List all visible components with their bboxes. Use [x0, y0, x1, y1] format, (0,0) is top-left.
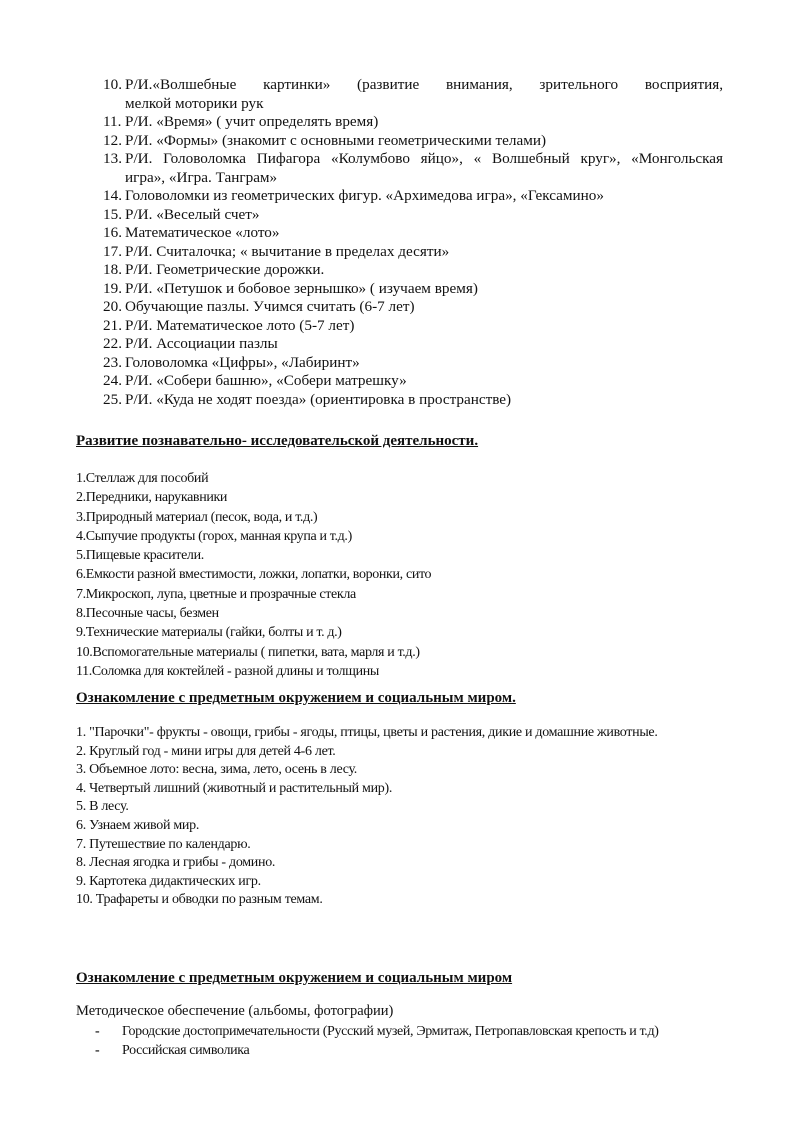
- list-item: [103, 298, 723, 317]
- item-number: 10.: [103, 76, 122, 93]
- item-number: 20.: [103, 298, 122, 315]
- item-number: 12.: [103, 131, 122, 149]
- list-item: 7.Микроскоп, лупа, цветные и прозрачные стекла: [76, 586, 356, 602]
- item-text: Р/И.«Волшебные картинки» (развитие внимания, зрительного восприятия,: [125, 76, 723, 93]
- research-materials-list: [76, 469, 756, 681]
- list-item: 9. Картотека дидактических игр.: [76, 873, 261, 889]
- methodical-support-list: [95, 1022, 659, 1060]
- item-text: Р/И. Головоломка Пифагора «Колумбово яйцо», « Волшебный круг», «Монгольская: [125, 150, 723, 167]
- item-number: 24.: [103, 372, 122, 389]
- list-item: 11.Соломка для коктейлей - разной длины и толщины: [76, 663, 379, 679]
- list-item: [103, 187, 723, 206]
- item-text: Р/И. «Петушок и бобовое зернышко» ( изучаем время): [125, 279, 478, 297]
- list-item: 2. Круглый год - мини игры для детей 4-6 лет.: [76, 743, 336, 759]
- item-number: 16.: [103, 224, 122, 241]
- item-number: 13.: [103, 150, 122, 167]
- item-number: 11.: [103, 113, 122, 130]
- list-item: [103, 317, 723, 336]
- item-text-continuation: мелкой моторики рук: [125, 94, 264, 112]
- list-item: 6.Емкости разной вместимости, ложки, лопатки, воронки, сито: [76, 567, 432, 583]
- list-item: 10. Трафареты и обводки по разным темам.: [76, 892, 323, 908]
- social-games-list: [76, 724, 776, 910]
- list-item: 5. В лесу.: [76, 799, 129, 815]
- list-item: [103, 280, 723, 299]
- games-list: [103, 76, 723, 409]
- item-text: Р/И. Ассоциации пазлы: [125, 335, 278, 352]
- list-item: 4. Четвертый лишний (животный и растительный мир).: [76, 780, 393, 796]
- list-item: 8.Песочные часы, безмен: [76, 606, 219, 622]
- item-text: Р/И. «Время» ( учит определять время): [125, 113, 379, 130]
- list-item: 1. "Парочки"- фрукты - овощи, грибы - ягоды, птицы, цветы и растения, дикие и домашние животные.: [76, 725, 658, 740]
- item-text: Головоломка «Цифры», «Лабиринт»: [125, 353, 360, 371]
- list-item: [103, 354, 723, 373]
- list-item: [103, 132, 723, 151]
- list-item: 10.Вспомогательные материалы ( пипетки, вата, марля и т.д.): [76, 644, 420, 660]
- item-text: Р/И. Считалочка; « вычитание в пределах десяти»: [125, 242, 450, 260]
- dash-bullet: -: [95, 1024, 100, 1039]
- item-number: 15.: [103, 205, 122, 223]
- section-heading-research: Развитие познавательно- исследовательской деятельности.: [76, 433, 479, 449]
- list-item: [103, 372, 723, 391]
- item-text: Р/И. Геометрические дорожки.: [125, 261, 325, 278]
- item-number: 17.: [103, 242, 122, 260]
- list-item: [103, 243, 723, 262]
- item-text: Р/И. «Собери башню», «Собери матрешку»: [125, 372, 407, 389]
- list-item: [103, 261, 723, 280]
- item-number: 18.: [103, 261, 122, 278]
- list-item: 1.Стеллаж для пособий: [76, 471, 209, 486]
- list-item: 4.Сыпучие продукты (горох, манная крупа и т.д.): [76, 528, 352, 544]
- list-item: 8. Лесная ягодка и грибы - домино.: [76, 855, 276, 871]
- item-text: Российская символика: [122, 1043, 250, 1058]
- list-item: [103, 391, 723, 410]
- list-item: 5.Пищевые красители.: [76, 548, 204, 564]
- item-text: Математическое «лото»: [125, 224, 280, 241]
- list-item: [103, 76, 723, 95]
- item-text: Обучающие пазлы. Учимся считать (6-7 лет): [125, 298, 415, 315]
- list-item: [103, 206, 723, 225]
- item-text: Р/И. «Формы» (знакомит с основными геометрическими телами): [125, 131, 547, 149]
- list-item: 2.Передники, нарукавники: [76, 490, 228, 506]
- list-item: [103, 224, 723, 243]
- list-item: [95, 1022, 659, 1041]
- item-number: 14.: [103, 187, 122, 204]
- list-item: 3. Объемное лото: весна, зима, лето, осень в лесу.: [76, 762, 357, 778]
- item-number: 21.: [103, 316, 122, 334]
- list-item: 9.Технические материалы (гайки, болты и т. д.): [76, 625, 342, 641]
- list-item: 7. Путешествие по календарю.: [76, 836, 251, 852]
- list-item: 3.Природный материал (песок, вода, и т.д.): [76, 509, 318, 525]
- item-number: 19.: [103, 279, 122, 297]
- item-number: 25.: [103, 390, 122, 408]
- dash-bullet: -: [95, 1043, 100, 1058]
- item-text: Головоломки из геометрических фигур. «Архимедова игра», «Гексамино»: [125, 187, 604, 204]
- item-text-continuation: игра», «Игра. Тангрaм»: [125, 168, 278, 186]
- section-heading-social-2: Ознакомление с предметным окружением и социальным миром: [76, 970, 513, 986]
- item-text: Р/И. «Куда не ходят поезда» (ориентировка в пространстве): [125, 390, 512, 408]
- list-item: [103, 335, 723, 354]
- list-item-continuation: [103, 95, 723, 114]
- item-text: Р/И. Математическое лото (5-7 лет): [125, 316, 355, 334]
- item-text: Городские достопримечательности (Русский музей, Эрмитаж, Петропавловская крепость и т.д): [122, 1024, 659, 1039]
- list-item: 6. Узнаем живой мир.: [76, 817, 200, 833]
- list-item: [95, 1041, 659, 1060]
- list-item-continuation: [103, 169, 723, 188]
- item-text: Р/И. «Веселый счет»: [125, 205, 260, 223]
- section-heading-social: Ознакомление с предметным окружением и социальным миром.: [76, 690, 516, 706]
- item-number: 22.: [103, 335, 122, 352]
- methodical-support-intro: Методическое обеспечение (альбомы, фотографии): [76, 1003, 394, 1019]
- list-item: [103, 150, 723, 169]
- item-number: 23.: [103, 353, 122, 371]
- list-item: [103, 113, 723, 132]
